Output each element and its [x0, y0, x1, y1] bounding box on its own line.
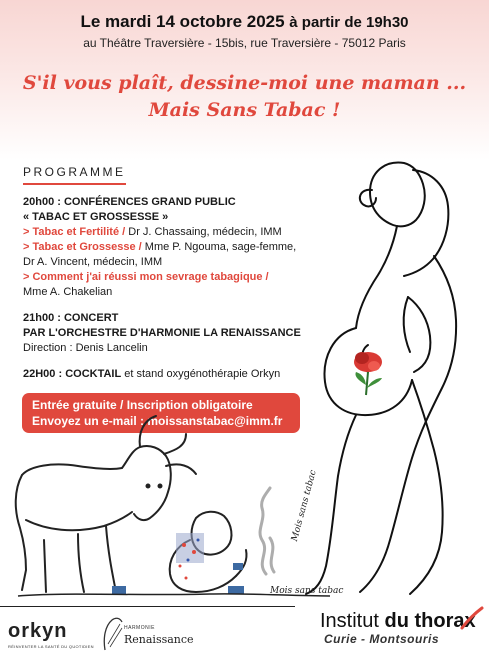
conference-subheading: « TABAC ET GROSSESSE »: [23, 211, 169, 223]
talk-2-speaker: Mme P. Ngouma, sage-femme,: [141, 241, 297, 253]
harmonie-small-label: HARMONIE: [124, 625, 155, 631]
signature-bottom: Mois sans tabac: [270, 586, 344, 596]
footer-separator: [0, 606, 295, 607]
institut-word: Institut: [320, 610, 379, 632]
event-time: à partir de 19h30: [289, 14, 409, 31]
institut-du-thorax-logo: [320, 610, 485, 646]
event-address: au Théâtre Traversière - 15bis, rue Traversière - 75012 Paris: [83, 36, 406, 50]
conference-heading: 20h00 : CONFÉRENCES GRAND PUBLIC: [23, 196, 236, 208]
thorax-word: du thorax: [378, 610, 476, 632]
discarded-items: [112, 563, 244, 594]
rose-drawing: [354, 352, 382, 395]
orkyn-logo: [8, 620, 94, 649]
talk-1-title: > Tabac et Fertilité /: [23, 226, 126, 238]
talk-1-speaker: Dr J. Chassaing, médecin, IMM: [125, 226, 282, 238]
orkyn-tagline: RÉINVENTER LA SANTÉ DU QUOTIDIEN: [8, 644, 94, 649]
paint-splash: [176, 533, 204, 580]
signature-side: Mois sans tabac: [290, 469, 319, 543]
programme-title: PROGRAMME: [23, 165, 126, 185]
harmonie-renaissance-logo: [100, 614, 194, 654]
talk-2-title: > Tabac et Grossesse /: [23, 241, 142, 253]
registration-email[interactable]: Envoyez un e-mail : moissanstabac@imm.fr: [32, 414, 283, 428]
concert-orchestra: PAR L'ORCHESTRE D'HARMONIE LA RENAISSANCE: [23, 327, 301, 339]
thorax-accent-icon: [458, 604, 484, 632]
tagline-line-1: S'il vous plaît, dessine-moi une maman ...: [22, 72, 467, 94]
cocktail-heading: 22H00 : COCKTAIL: [23, 368, 122, 380]
harp-icon: [100, 614, 126, 654]
talk-2-speaker-2: Dr A. Vincent, médecin, IMM: [23, 256, 163, 268]
institut-subtitle: Curie - Montsouris: [324, 632, 440, 646]
event-date: Le mardi 14 octobre 2025: [80, 12, 285, 31]
talk-3-speaker: Mme A. Chakelian: [23, 286, 113, 298]
concert-direction: Direction : Denis Lancelin: [23, 342, 148, 354]
registration-info: Entrée gratuite / Inscription obligatoire: [32, 398, 253, 412]
talk-3-title: > Comment j'ai réussi mon sevrage tabagique /: [23, 271, 269, 283]
concert-heading: 21h00 : CONCERT: [23, 312, 119, 324]
harmonie-name: Renaissance: [124, 633, 194, 646]
cocktail-rest: et stand oxygénothérapie Orkyn: [121, 368, 281, 380]
smoke-drawing: [260, 488, 274, 574]
orkyn-wordmark: orkyn: [8, 620, 68, 642]
tagline-line-2: Mais Sans Tabac !: [148, 99, 341, 121]
